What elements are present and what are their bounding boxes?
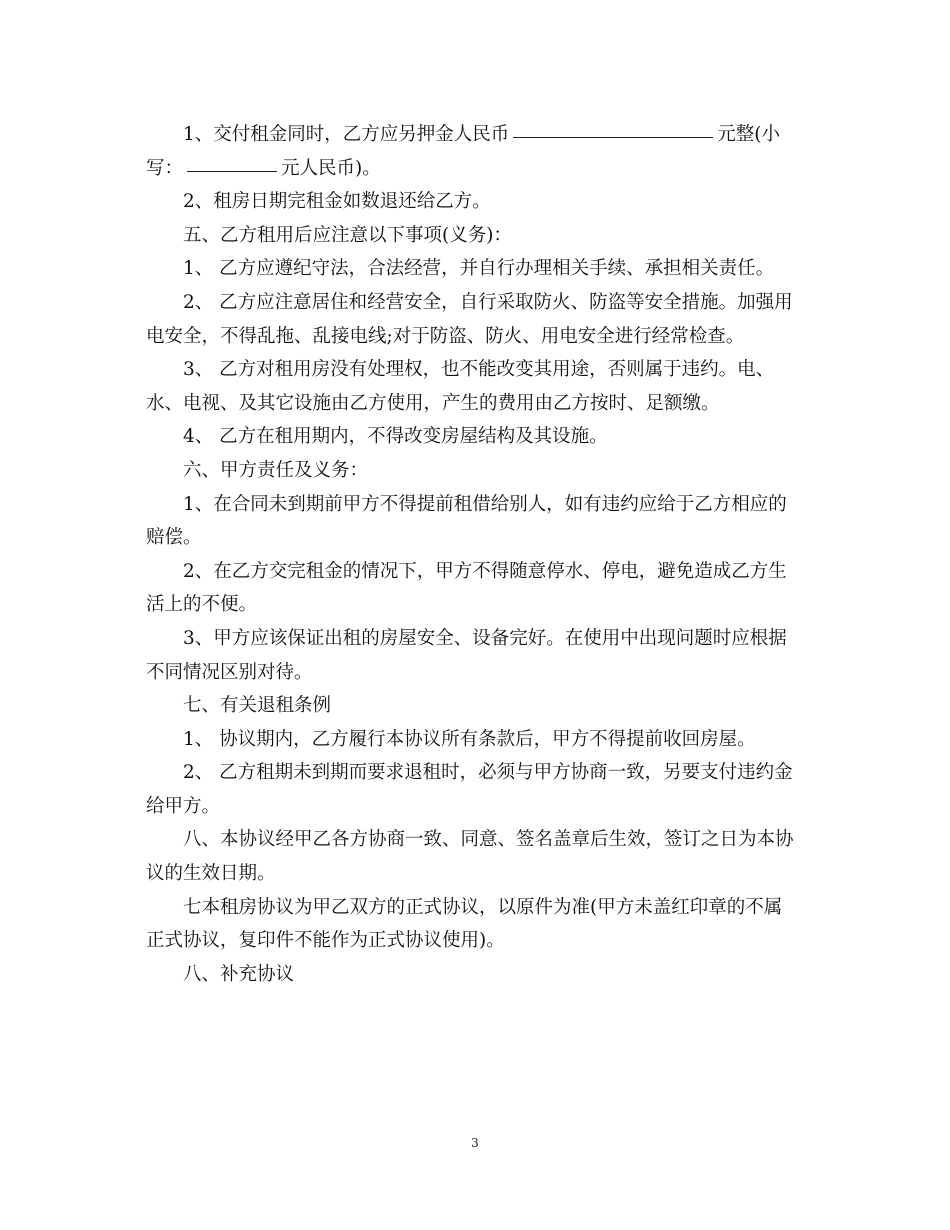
text-line: 2、在乙方交完租金的情况下，甲方不得随意停水、停电，避免造成乙方生 — [183, 560, 787, 582]
section-heading-termination — [146, 689, 808, 723]
paragraph-deposit — [146, 118, 808, 185]
section-heading-supplementary — [146, 958, 808, 992]
text-line: 2、 乙方租期未到期而要求退租时，必须与甲方协商一致，另要支付违约金 — [183, 762, 793, 784]
text-line: 水、电视、及其它设施由乙方使用，产生的费用由乙方按时、足额缴。 — [146, 392, 720, 414]
text-line: 2、租房日期完租金如数退还给乙方。 — [183, 191, 491, 213]
page-number: 3 — [471, 1136, 479, 1150]
text-line: 电安全，不得乱拖、乱接电线;对于防盗、防火、用电安全进行经常检查。 — [146, 325, 745, 347]
text-line — [146, 118, 808, 152]
text-line: 2、 乙方应注意居住和经营安全，自行采取防火、防盗等安全措施。加强用 — [183, 291, 793, 313]
blank-deposit-lowercase — [187, 153, 277, 172]
text-fragment: 元整(小 — [717, 124, 780, 145]
paragraph-tenant-1 — [146, 252, 808, 286]
text-line: 4、 乙方在租用期内，不得改变房屋结构及其设施。 — [183, 426, 608, 448]
paragraph-termination-2 — [146, 756, 808, 823]
text-line: 1、在合同未到期前甲方不得提前租借给别人，如有违约应给于乙方相应的 — [183, 493, 787, 515]
text-line: 八、补充协议 — [183, 963, 295, 985]
paragraph-tenant-3 — [146, 353, 808, 420]
paragraph-official-agreement — [146, 891, 808, 958]
text-fragment: 1、交付租金同时，乙方应另押金人民币 — [183, 124, 510, 145]
text-line: 七本租房协议为甲乙双方的正式协议，以原件为准(甲方未盖红印章的不属 — [183, 896, 783, 918]
paragraph-tenant-4 — [146, 420, 808, 454]
text-line: 1、 协议期内，乙方履行本协议所有条款后，甲方不得提前收回房屋。 — [183, 728, 756, 750]
document-body — [146, 118, 808, 991]
section-heading-landlord-duties — [146, 454, 808, 488]
text-line: 1、 乙方应遵纪守法，合法经营，并自行办理相关手续、承担相关责任。 — [183, 258, 775, 280]
section-heading-tenant-obligations — [146, 219, 808, 253]
paragraph-landlord-2 — [146, 555, 808, 622]
text-line — [146, 152, 808, 186]
text-line: 给甲方。 — [146, 795, 221, 817]
paragraph-termination-1 — [146, 723, 808, 757]
paragraph-tenant-2 — [146, 286, 808, 353]
text-line: 不同情况区别对待。 — [146, 661, 313, 683]
text-line: 六、甲方责任及义务： — [183, 459, 369, 481]
text-line: 赔偿。 — [146, 527, 202, 549]
paragraph-landlord-1 — [146, 488, 808, 555]
text-fragment: 元人民币)。 — [281, 157, 381, 179]
paragraph-landlord-3 — [146, 622, 808, 689]
text-line: 活上的不便。 — [146, 594, 258, 616]
text-fragment: 写： — [146, 157, 184, 179]
blank-deposit-amount — [513, 119, 713, 138]
text-line: 议的生效日期。 — [146, 863, 276, 885]
text-line: 八、本协议经甲乙各方协商一致、同意、签名盖章后生效，签订之日为本协 — [183, 829, 794, 851]
text-line: 七、有关退租条例 — [183, 695, 332, 717]
paragraph-refund — [146, 185, 808, 219]
text-line: 3、 乙方对租用房没有处理权，也不能改变其用途，否则属于违约。电、 — [183, 359, 775, 381]
paragraph-effective-date — [146, 823, 808, 890]
text-line: 3、甲方应该保证出租的房屋安全、设备完好。在使用中出现问题时应根据 — [183, 627, 787, 649]
text-line: 正式协议，复印件不能作为正式协议使用)。 — [146, 930, 505, 952]
text-line: 五、乙方租用后应注意以下事项(义务)： — [183, 224, 512, 246]
